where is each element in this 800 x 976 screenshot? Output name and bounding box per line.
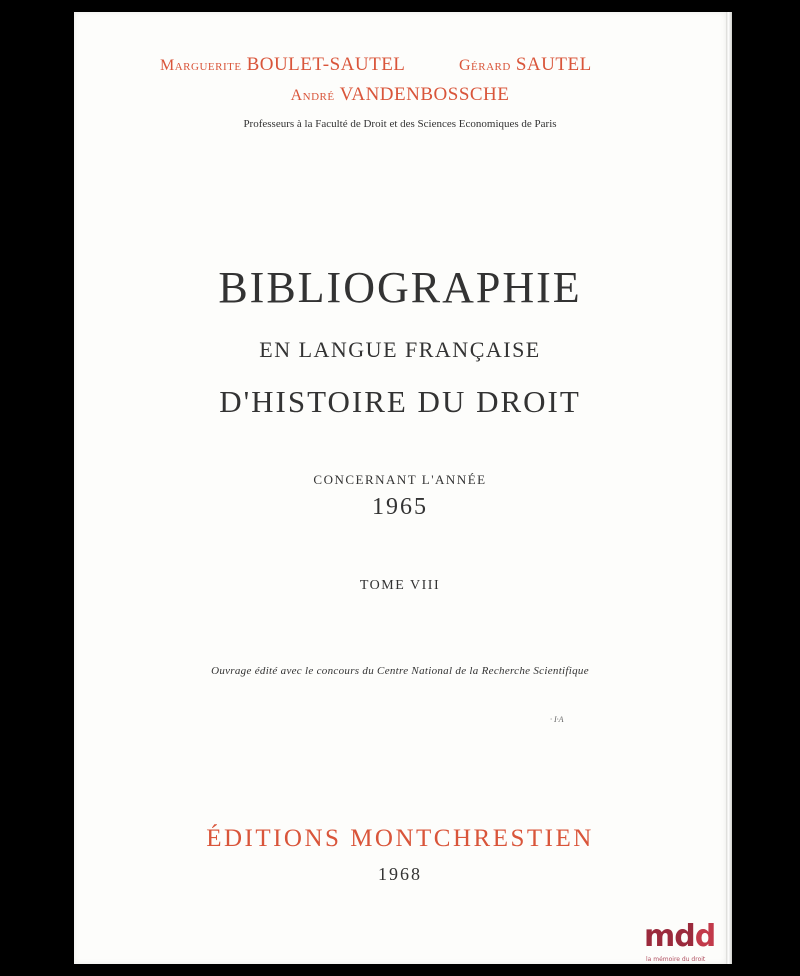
author-last-name: SAUTEL <box>515 54 592 75</box>
author-affiliation: Professeurs à la Faculté de Droit et des Sciences Economiques de Paris <box>243 118 557 130</box>
page-edge <box>726 12 732 964</box>
funding-note: Ouvrage édité avec le concours du Centre National de la Recherche Scientifique <box>211 665 589 677</box>
book-subtitle-line-1: EN LANGUE FRANÇAISE <box>259 337 541 362</box>
book-subtitle-line-2: D'HISTOIRE DU DROIT <box>219 384 581 419</box>
mdd-logo-tagline: la mémoire du droit <box>646 956 706 963</box>
author-first-name: Marguerite <box>160 57 242 74</box>
author-andre-vandenbossche <box>291 84 510 104</box>
mdd-logo <box>642 920 724 974</box>
concerning-label: CONCERNANT L'ANNÉE <box>313 472 487 487</box>
publication-year: 1968 <box>378 864 422 884</box>
author-first-name: Gérard <box>459 57 511 74</box>
stray-mark: · I·A <box>550 715 564 724</box>
author-last-name: VANDENBOSSCHE <box>339 84 510 105</box>
authors-row-2 <box>74 84 726 106</box>
author-gerard-sautel <box>459 54 592 76</box>
book-cover <box>74 12 726 964</box>
mdd-logo-mark: mdd <box>644 919 716 954</box>
book-title: BIBLIOGRAPHIE <box>218 263 582 312</box>
author-first-name: André <box>290 87 335 104</box>
author-marguerite-boulet-sautel <box>160 54 405 76</box>
concerning-year: 1965 <box>372 494 428 520</box>
publisher-name: ÉDITIONS MONTCHRESTIEN <box>206 825 594 852</box>
author-last-name: BOULET-SAUTEL <box>246 54 406 75</box>
volume-number: TOME VIII <box>359 578 441 593</box>
